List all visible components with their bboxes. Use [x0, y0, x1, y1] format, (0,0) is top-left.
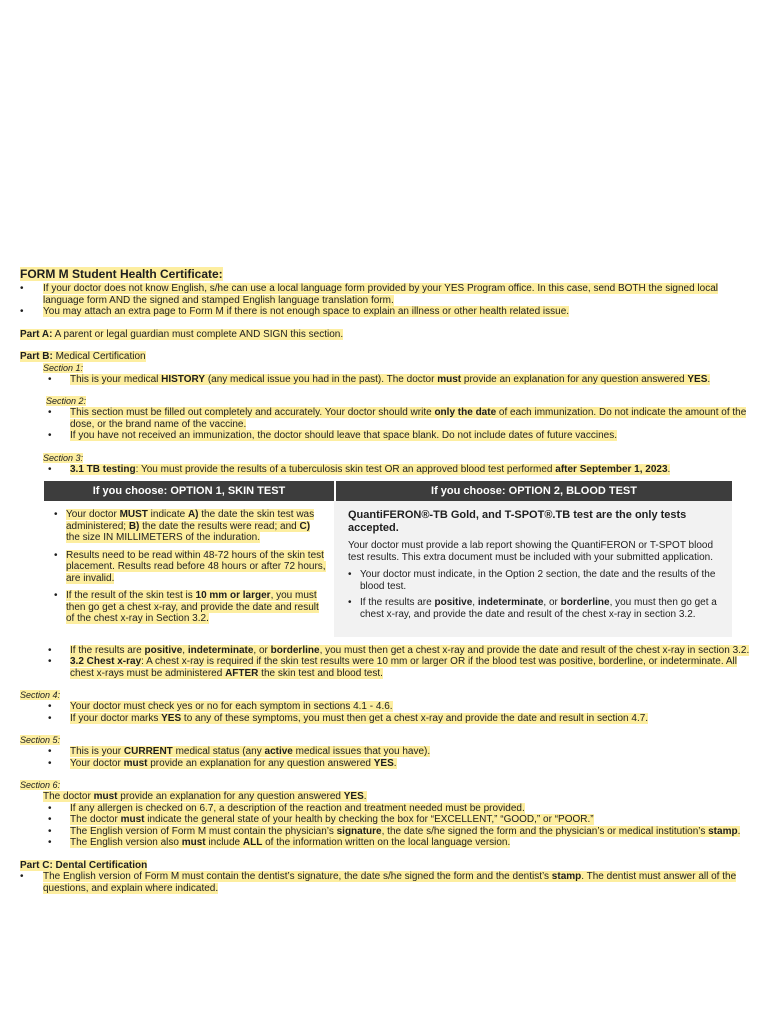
part-c-list — [20, 871, 750, 894]
section-3-label: Section 3: — [43, 452, 84, 463]
list-item: • 3.1 TB testing: You must provide the results of a tuberculosis skin test OR an approved blood test performed after September 1, 2023. — [43, 464, 750, 476]
section-2-list — [43, 407, 750, 442]
list-item: • If the results are positive, indeterminate, or borderline, you must then go get a chest x-ray, and provide the date and result of the chest x-ray in section 3.2. — [348, 597, 718, 621]
list-item: • If the results are positive, indeterminate, or borderline, you must then get a chest x-ray and provide the date and result of the chest x-ray in section 3.2. — [43, 645, 750, 657]
list-item: • This is your medical HISTORY (any medical issue you had in the past). The doctor must provide an explanation for any question answered YES. — [43, 374, 750, 386]
list-item: • The doctor must indicate the general state of your health by checking the box for “EXCELLENT,” “GOOD,” or “POOR.” — [43, 814, 750, 826]
section-6-label: Section 6: — [20, 780, 61, 790]
part-b: Part B: Medical Certification — [20, 351, 146, 362]
section-4-label: Section 4: — [20, 690, 61, 700]
section-5-list — [43, 746, 750, 769]
section-2-label: Section 2: — [46, 396, 87, 406]
form-m-instructions — [20, 268, 750, 894]
list-item: • Your doctor MUST indicate A) the date the skin test was administered; B) the date the results were read; and C) the size IN MILLIMETERS of the induration. — [52, 509, 326, 544]
document-title: FORM M Student Health Certificate: — [20, 267, 223, 281]
option-1-column — [44, 501, 334, 637]
section-3-after-list — [43, 645, 750, 680]
intro-list — [20, 283, 750, 318]
section-6-intro: The doctor must provide an explanation for any question answered YES. — [43, 791, 367, 802]
section-3-list — [43, 464, 750, 476]
accepted-tests-note: QuantiFERON®-TB Gold, and T-SPOT®.TB test are the only tests accepted. — [348, 509, 687, 534]
tb-test-options-table — [44, 481, 732, 637]
list-item: • Your doctor must check yes or no for each symptom in sections 4.1 - 4.6. — [43, 701, 750, 713]
list-item: • Your doctor must indicate, in the Option 2 section, the date and the results of the blood test. — [348, 569, 718, 593]
option-2-header: If you choose: OPTION 2, BLOOD TEST — [336, 481, 732, 501]
lab-report-note: Your doctor must provide a lab report showing the QuantiFERON or T-SPOT blood test results. This extra document must be included with your submitted application. — [348, 540, 713, 563]
section-1-list — [43, 374, 750, 386]
section-1-label: Section 1: — [43, 362, 84, 373]
list-item: • If you have not received an immunization, the doctor should leave that space blank. Do not include dates of future vaccines. — [43, 430, 750, 442]
list-item: • The English version of Form M must contain the physician’s signature, the date s/he signed the form and the physician’s or medical institution’s stamp. — [43, 826, 750, 838]
option-1-header: If you choose: OPTION 1, SKIN TEST — [44, 481, 336, 501]
list-item: • If any allergen is checked on 6.7, a description of the reaction and treatment needed must be provided. — [43, 803, 750, 815]
list-item: • This section must be filled out completely and accurately. Your doctor should write only the date of each immunization. Do not indicate the amount of the dose, or the brand name of the vaccine. — [43, 407, 750, 430]
list-item: • The English version also must include ALL of the information written on the local language version. — [43, 837, 750, 849]
list-item: • If your doctor marks YES to any of these symptoms, you must then get a chest x-ray and provide the date and result in section 4.7. — [43, 713, 750, 725]
list-item: • You may attach an extra page to Form M if there is not enough space to explain an illness or other health related issue. — [20, 306, 750, 318]
option-2-column — [334, 501, 732, 637]
list-item: • Results need to be read within 48-72 hours of the skin test placement. Results read before 48 hours or after 72 hours, are invalid. — [52, 550, 326, 585]
list-item: • If your doctor does not know English, s/he can use a local language form provided by your YES Program office. In this case, send BOTH the signed local language form AND the signed and stamped English language translation form. — [20, 283, 750, 306]
section-6-list — [43, 803, 750, 849]
section-4-list — [43, 701, 750, 724]
section-5-label: Section 5: — [20, 735, 61, 745]
list-item: • This is your CURRENT medical status (any active medical issues that you have). — [43, 746, 750, 758]
part-c: Part C: Dental Certification — [20, 859, 148, 871]
list-item: • The English version of Form M must contain the dentist’s signature, the date s/he signed the form and the dentist’s stamp. The dentist must answer all of the questions, and explain where indicated. — [20, 871, 750, 894]
part-a: Part A: A parent or legal guardian must complete AND SIGN this section. — [20, 328, 344, 340]
list-item: • Your doctor must provide an explanation for any question answered YES. — [43, 758, 750, 770]
list-item: • If the result of the skin test is 10 mm or larger, you must then go get a chest x-ray, and provide the date and result of the chest x-ray in Section 3.2. — [52, 590, 326, 625]
list-item: • 3.2 Chest x-ray: A chest x-ray is required if the skin test results were 10 mm or larger OR if the blood test was positive, borderline, or indeterminate. All chest x-rays must be administered AFTER the skin test and blood test. — [43, 656, 750, 679]
